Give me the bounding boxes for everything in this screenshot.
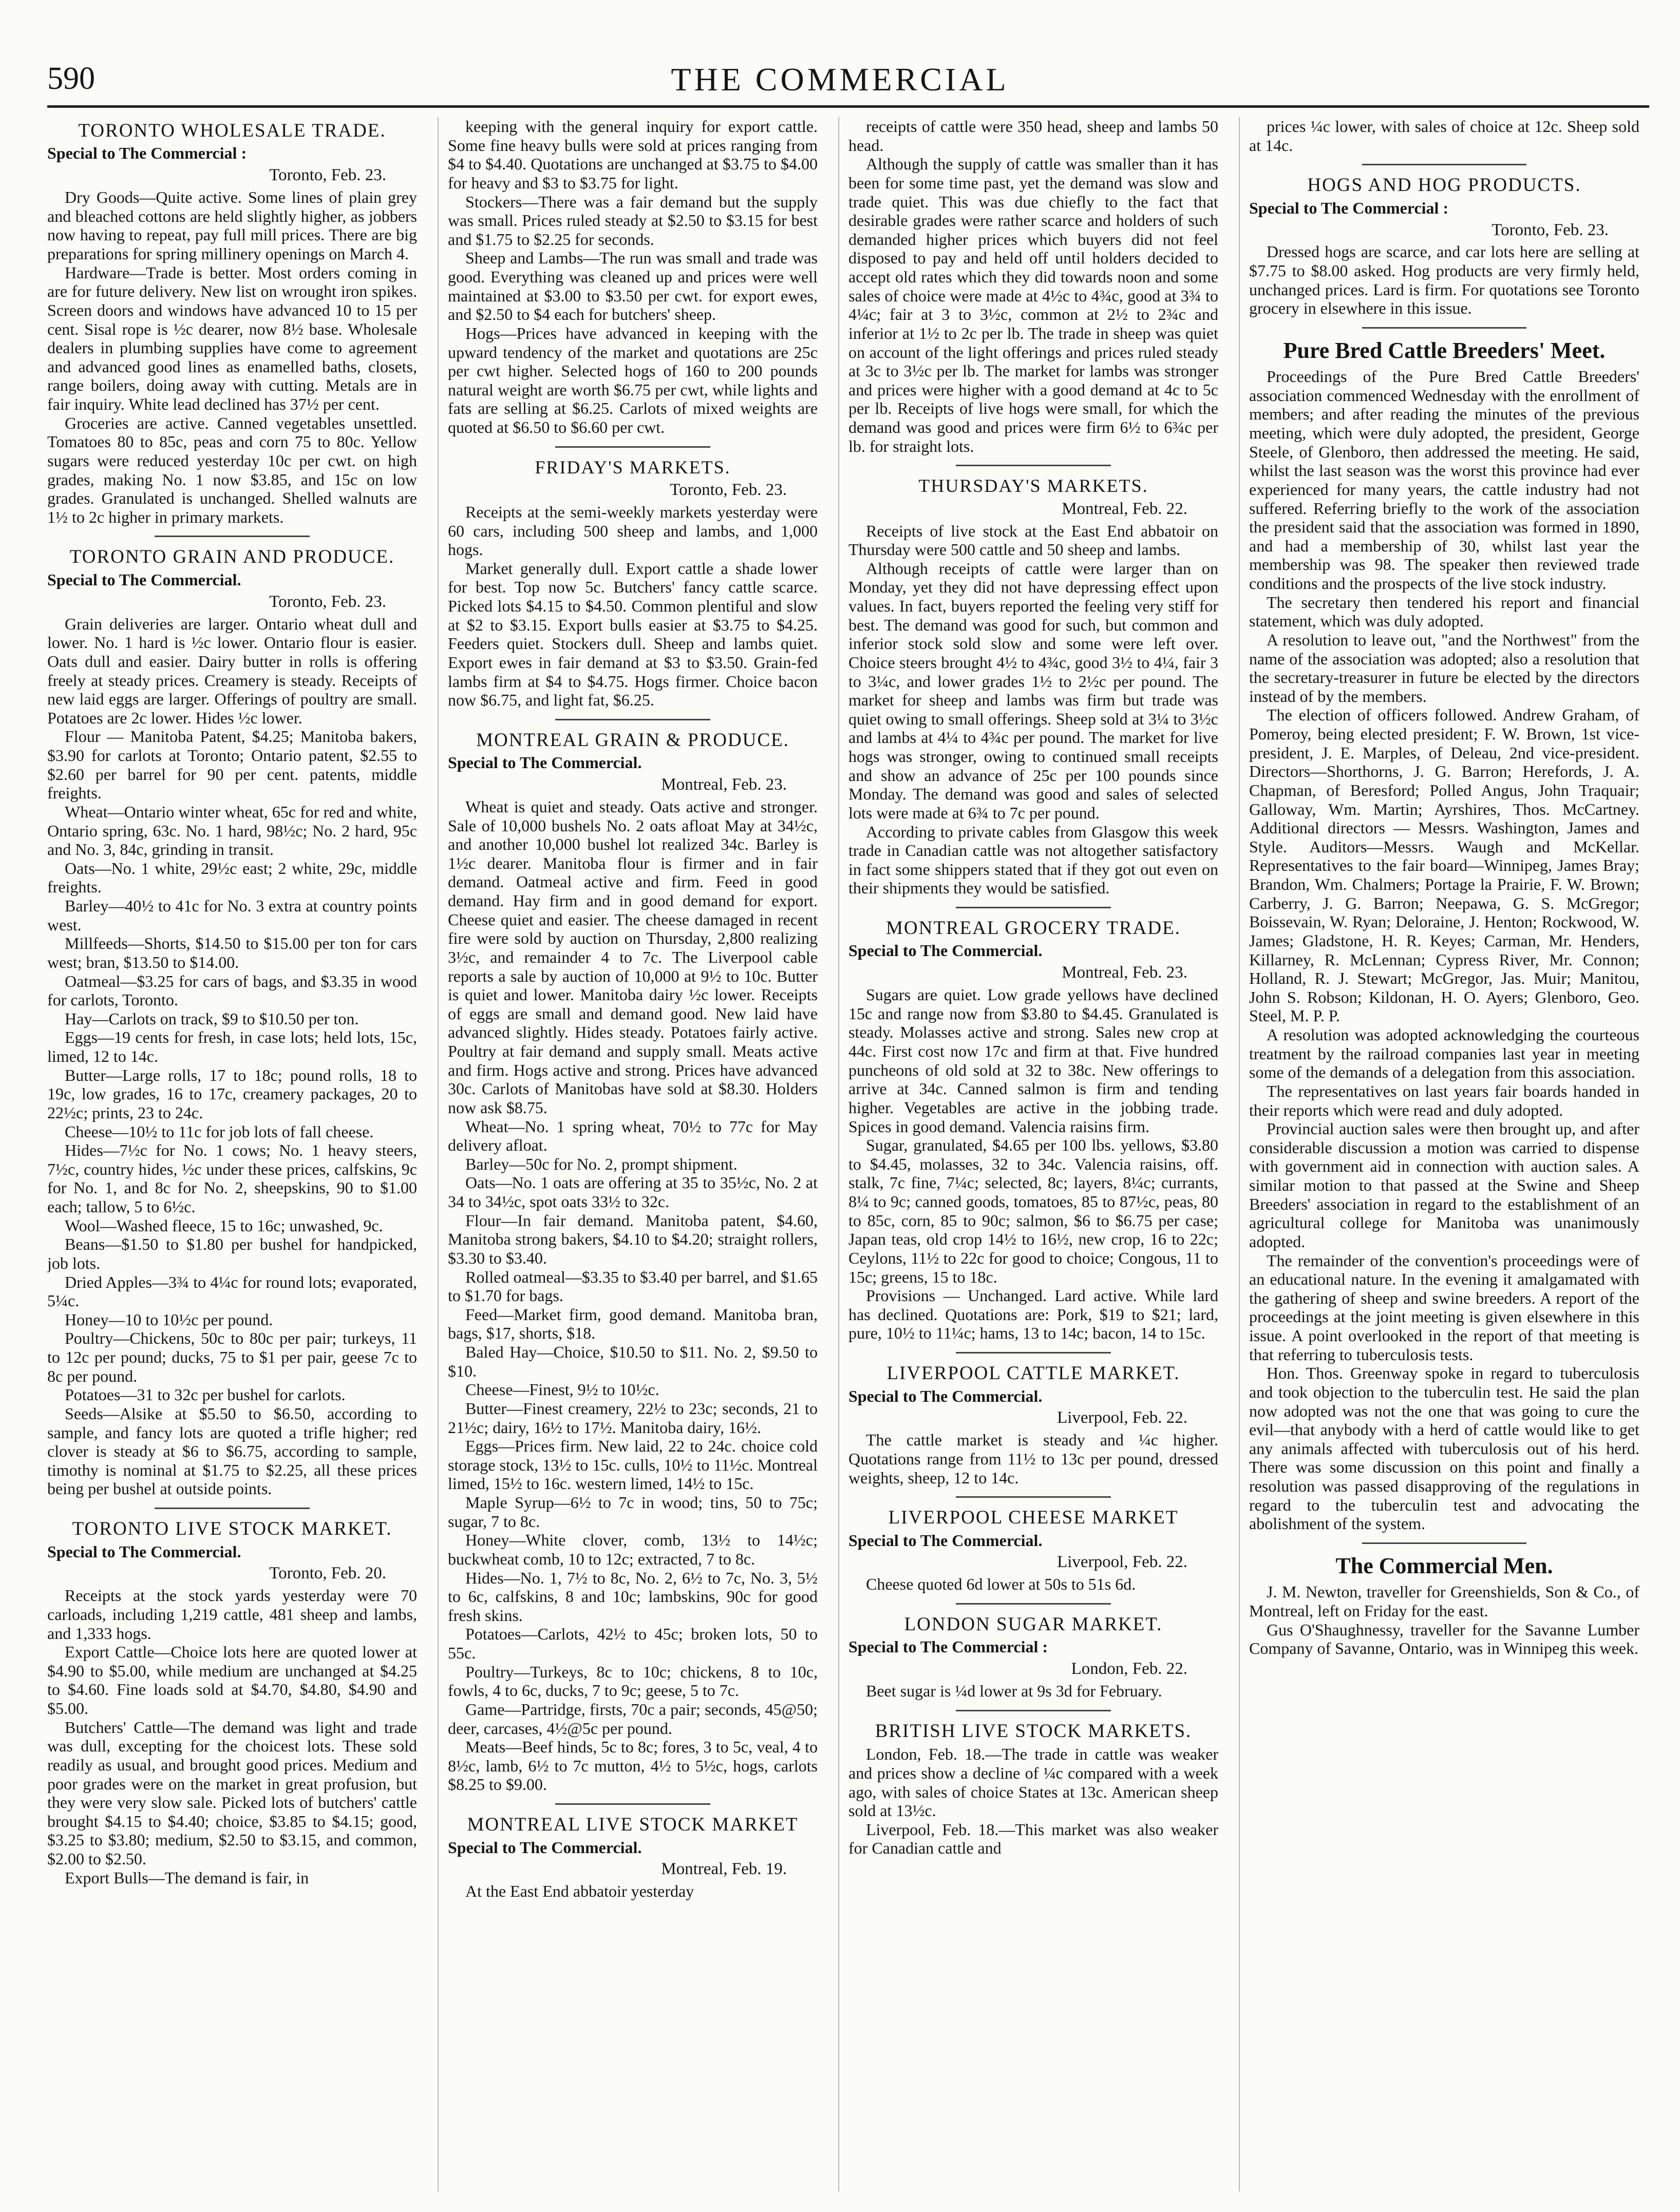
article	[47, 1518, 417, 1887]
article-separator-rule	[956, 1496, 1111, 1498]
paragraph: Sheep and Lambs—The run was small and trade was good. Everything was cleaned up and prices were well maintained at $3.00 to $3.50 per cwt. for export ewes, and $2.50 to $4 each for butchers' sheep.	[448, 249, 818, 324]
article-heading: MONTREAL GRAIN & PRODUCE.	[476, 729, 789, 751]
article-separator-rule	[155, 536, 310, 537]
article-separator-rule	[1362, 327, 1526, 329]
paragraph: Rolled oatmeal—$3.35 to $3.40 per barrel, and $1.65 to $1.70 for bags.	[448, 1267, 818, 1305]
paragraph: Potatoes—Carlots, 42½ to 45c; broken lots, 50 to 55c.	[448, 1625, 818, 1663]
paragraph: Grain deliveries are larger. Ontario wheat dull and lower. No. 1 hard is ½c lower. Ontario flour is easier. Oats dull and easier. Dairy butter in rolls is offering freely at steady prices. Creamery is steady. Receipts of new laid eggs are larger. Offerings of poultry are small. Potatoes are 2c lower. Hides ½c lower.	[47, 614, 417, 727]
article-separator-rule	[555, 719, 710, 720]
paragraph: Game—Partridge, firsts, 70c a pair; seconds, 45@50; deer, carcases, 4½@5c per pound.	[448, 1700, 818, 1738]
paragraph: A resolution to leave out, "and the Northwest" from the name of the association was adopted; also a resolution that the secretary-treasurer in future be elected by the directors instead of by the members.	[1249, 630, 1639, 705]
paragraph: According to private cables from Glasgow this week trade in Canadian cattle was not altogether satisfactory in fact some shippers stated that if they got out even on their shipments they would be satisfied.	[848, 822, 1218, 898]
dateline: Liverpool, Feb. 22.	[1057, 1553, 1187, 1572]
article-heading: TORONTO WHOLESALE TRADE.	[78, 120, 386, 141]
paragraph: Market generally dull. Export cattle a shade lower for best. Top now 5c. Butchers' fancy cattle scarce. Picked lots $4.15 to $4.50. Common plentiful and slow at $2 to $3.15. Export bulls easier at $3.75 to $4.25. Feeders quiet. Stockers dull. Sheep and lambs quiet. Export ewes in fair demand at $3 to $3.50. Grain-fed lambs firm at $4 to $4.75. Hogs firmer. Choice bacon now $6.75, and light fat, $6.25.	[448, 559, 818, 710]
paragraph: J. M. Newton, traveller for Greenshields, Son & Co., of Montreal, left on Friday for the east.	[1249, 1582, 1639, 1620]
paragraph: Feed—Market firm, good demand. Manitoba bran, bags, $17, shorts, $18.	[448, 1305, 818, 1343]
paragraph: Poultry—Chickens, 50c to 80c per pair; turkeys, 11 to 12c per pound; ducks, 75 to $1 per pair, geese 7c to 8c per pound.	[47, 1329, 417, 1385]
paragraph: Oats—No. 1 white, 29½c east; 2 white, 29c, middle freights.	[47, 859, 417, 897]
article	[448, 117, 818, 437]
article	[47, 546, 417, 1498]
paragraph: Honey—10 to 10½c per pound.	[65, 1310, 273, 1329]
article	[848, 475, 1218, 898]
paragraph: Butter—Finest creamery, 22½ to 23c; seconds, 21 to 21½c; dairy, 16½ to 17½. Manitoba dairy, 16½.	[448, 1399, 818, 1437]
paragraph: Baled Hay—Choice, $10.50 to $11. No. 2, $9.50 to $10.	[448, 1343, 818, 1380]
paragraph: Barley—40½ to 41c for No. 3 extra at country points west.	[47, 897, 417, 934]
special-line: Special to The Commercial.	[47, 570, 241, 589]
paragraph: Sugar, granulated, $4.65 per 100 lbs. yellows, $3.80 to $4.45, molasses, 32 to 34c. Valencia raisins, off. stalk, 7c fine, 7¼c; selected, 8c; layers, 8¼c; currants, 8¼ to 9c; canned goods, tomatoes, 85 to 87½c, peas, 80 to 85c, corn, 85 to 90c; salmon, $6 to $6.75 per case; Japan teas, old crop 14½ to 16½, new crop, 16 to 22c; Ceylons, 11½ to 22c for good to choice; Congous, 11 to 15c; greens, 15 to 18c.	[848, 1136, 1218, 1286]
article	[448, 457, 818, 710]
article	[1249, 1553, 1639, 1658]
paragraph: Hay—Carlots on track, $9 to $10.50 per ton.	[65, 1009, 359, 1028]
paragraph: Wool—Washed fleece, 15 to 16c; unwashed, 9c.	[65, 1216, 383, 1235]
paragraph: Beet sugar is ¼d lower at 9s 3d for February.	[866, 1682, 1162, 1701]
dateline: Toronto, Feb. 23.	[1492, 220, 1609, 239]
paragraph: Gus O'Shaughnessy, traveller for the Savanne Lumber Company of Savanne, Ontario, was in Winnipeg this week.	[1249, 1620, 1639, 1658]
paragraph: Receipts at the semi-weekly markets yesterday were 60 cars, including 500 sheep and lambs, and 1,000 hogs.	[448, 502, 818, 559]
article	[1249, 117, 1639, 155]
paragraph: Seeds—Alsike at $5.50 to $6.50, according to sample, and fancy lots are quoted a trifle higher; red clover is steady at $6 to $6.75, according to sample, timothy is nominal at $1.75 to $2.25, all these prices being per bushel at outside points.	[47, 1404, 417, 1498]
dateline: Toronto, Feb. 23.	[670, 480, 787, 499]
paragraph: Millfeeds—Shorts, $14.50 to $15.00 per ton for cars west; bran, $13.50 to $14.00.	[47, 934, 417, 971]
article-heading: LIVERPOOL CATTLE MARKET.	[886, 1363, 1180, 1384]
paragraph: keeping with the general inquiry for export cattle. Some fine heavy bulls were sold at prices ranging from $4 to $4.40. Quotations are unchanged at $3.75 to $4.00 for heavy and $3 to $3.75 for light.	[448, 117, 818, 192]
paragraph: London, Feb. 18.—The trade in cattle was weaker and prices show a decline of ¼c compared with a week ago, with sales of choice States at 13c. American sheep sold at 13½c.	[848, 1745, 1218, 1820]
paragraph: A resolution was adopted acknowledging the courteous treatment by the railroad companies last year in meeting some of the demands of a delegation from this association.	[1249, 1025, 1639, 1082]
paragraph: Poultry—Turkeys, 8c to 10c; chickens, 8 to 10c, fowls, 4 to 6c, ducks, 7 to 9c; geese, 5 to 7c.	[448, 1662, 818, 1700]
paragraph: Liverpool, Feb. 18.—This market was also weaker for Canadian cattle and	[848, 1820, 1218, 1858]
special-line: Special to The Commercial :	[47, 144, 247, 163]
paragraph: Wheat is quiet and steady. Oats active and stronger. Sale of 10,000 bushels No. 2 oats afloat May at 34½c, and another 10,000 bushel lot realized 34c. Barley is 1½c dearer. Manitoba flour is firmer and in fair demand. Oatmeal active and firm. Feed in good demand. Hay firm and in good demand for export. Cheese quiet and easier. The cheese damaged in recent fire were sold by auction on Thursday, 2,800 realizing 3½c, and remainder 4 to 7c. The Liverpool cable reports a sale by auction of 10,000 at 9½ to 10c. Butter is quiet and lower. Manitoba dairy ½c lower. Receipts of eggs are small and demand good. New laid have advanced slightly. Hides steady. Potatoes fairly active. Poultry at fair demand and supply small. Meats active and firm. Hogs active and strong. Prices have advanced 30c. Carlots of Manitobas have sold at $8.30. Holders now ask $8.75.	[448, 797, 818, 1117]
paragraph: receipts of cattle were 350 head, sheep and lambs 50 head.	[848, 117, 1218, 155]
special-line: Special to The Commercial :	[1249, 198, 1449, 217]
paragraph: Barley—50c for No. 2, prompt shipment.	[465, 1154, 738, 1173]
article	[47, 120, 417, 526]
paragraph: Dressed hogs are scarce, and car lots here are selling at $7.75 to $8.00 asked. Hog products are very firmly held, unchanged prices. Lard is firm. For quotations see Toronto grocery in elsewhere in this issue.	[1249, 242, 1639, 318]
paragraph: Although receipts of cattle were larger than on Monday, yet they did not have depressing effect upon values. In fact, buyers reported the feeling very stiff for best. The demand was good for such, but common and inferior stock sold slow and some were left over. Choice steers brought 4½ to 4¾c, good 3½ to 4¼, fair 3 to 3¼c, and lower grades 1½ to 2½c per pound. The market for sheep and lambs was firm but trade was quiet owing to small offerings. Sheep sold at 3¼ to 3½c and lambs at 4¼ to 4¾c per pound. The market for live hogs was stronger, owing to continued small receipts and show an advance of 25c per 100 pounds since Monday. The demand was good and sales of selected lots were made at 6¾ to 7c per pound.	[848, 559, 1218, 822]
paragraph: The secretary then tendered his report and financial statement, which was duly adopted.	[1249, 593, 1639, 631]
article	[848, 1507, 1218, 1594]
paragraph: Dried Apples—3¾ to 4¼c for round lots; evaporated, 5¼c.	[47, 1272, 417, 1310]
paragraph: Export Bulls—The demand is fair, in	[65, 1868, 309, 1887]
article-heading: BRITISH LIVE STOCK MARKETS.	[875, 1720, 1192, 1742]
article-heading: MONTREAL GROCERY TRADE.	[886, 918, 1181, 939]
paragraph: Butchers' Cattle—The demand was light and trade was dull, excepting for the choicest lots. These sold readily as usual, and brought good prices. Medium and poor grades were on the market in great profusion, but they were very slow sale. Picked lots of butchers' cattle brought $4.15 to $4.40; choice, $3.85 to $4.15; good, $3.25 to $3.80; medium, $2.50 to $3.15, and common, $2.00 to $2.50.	[47, 1718, 417, 1868]
paragraph: Oatmeal—$3.25 for cars of bags, and $3.35 in wood for carlots, Toronto.	[47, 971, 417, 1009]
article	[448, 730, 818, 1794]
paragraph: Flour—In fair demand. Manitoba patent, $4.60, Manitoba strong bakers, $4.10 to $4.20; straight rollers, $3.30 to $3.40.	[448, 1211, 818, 1267]
paragraph: Cheese—10½ to 11c for job lots of fall cheese.	[65, 1122, 374, 1141]
paragraph: Wheat—No. 1 spring wheat, 70½ to 77c for May delivery afloat.	[448, 1117, 818, 1155]
article	[1249, 338, 1639, 1533]
paragraph: Oats—No. 1 oats are offering at 35 to 35½c, No. 2 at 34 to 34½c, spot oats 33½ to 32c.	[448, 1173, 818, 1211]
paragraph: The cattle market is steady and ¼c higher. Quotations range from 11½ to 13c per pound, dressed weights, sheep, 12 to 14c.	[848, 1431, 1218, 1487]
article-subheading: FRIDAY'S MARKETS.	[535, 456, 731, 478]
paragraph: Cheese—Finest, 9½ to 10½c.	[465, 1380, 659, 1399]
special-line: Special to The Commercial.	[848, 1531, 1043, 1550]
article	[848, 1614, 1218, 1701]
masthead-rule	[47, 105, 1649, 108]
paragraph: Hon. Thos. Greenway spoke in regard to tuberculosis and took objection to the tuberculin test. He said the plan now adopted was not the one that was going to cure the evil—that anybody with a herd of cattle would like to get any animals affected with tuberculosis out of his herd. There was some discussion on this point and finally a resolution was passed disapproving of the regulations in regard to the tuberculin test and advocating the abolishment of the system.	[1249, 1364, 1639, 1533]
paragraph: Hardware—Trade is better. Most orders coming in are for future delivery. New list on wrought iron spikes. Screen doors and windows have advanced 10 to 15 per cent. Sisal rope is ½c dearer, now 8½ base. Wholesale dealers in plumbing supplies have come to agreement and advanced good lines as enamelled baths, closets, range boilers, doing away with cutting. Metals are in fair inquiry. White lead declined has 37½ per cent.	[47, 263, 417, 414]
masthead-title: THE COMMERCIAL	[671, 61, 1009, 98]
dateline: Toronto, Feb. 23.	[269, 592, 386, 611]
article-separator-rule	[555, 1803, 710, 1805]
paragraph: Beans—$1.50 to $1.80 per bushel for handpicked, job lots.	[47, 1235, 417, 1272]
special-line: Special to The Commercial.	[448, 1838, 642, 1857]
article-separator-rule	[1362, 164, 1526, 165]
paragraph: Dry Goods—Quite active. Some lines of plain grey and bleached cottons are held slightly higher, as jobbers now having to repeat, pay full mill prices. There are big preparations for spring millinery openings on March 4.	[47, 188, 417, 263]
article	[848, 1721, 1218, 1858]
dateline: Liverpool, Feb. 22.	[1057, 1408, 1187, 1427]
article-separator-rule	[555, 446, 710, 448]
paragraph: Provisions — Unchanged. Lard active. While lard has declined. Quotations are: Pork, $19 to $21; lard, pure, 10½ to 11¼c; hams, 13 to 14c; bacon, 14 to 15c.	[848, 1286, 1218, 1343]
article-heading: MONTREAL LIVE STOCK MARKET	[467, 1814, 799, 1836]
article	[1249, 175, 1639, 318]
paragraph: Meats—Beef hinds, 5c to 8c; fores, 3 to 5c, veal, 4 to 8½c, lamb, 6½ to 7c mutton, 4½ to 5½c, hogs, carlots $8.25 to $9.00.	[448, 1738, 818, 1794]
column-1	[47, 117, 417, 2197]
special-line: Special to The Commercial :	[848, 1637, 1048, 1656]
dateline: London, Feb. 22.	[1071, 1660, 1187, 1679]
article-heading: HOGS AND HOG PRODUCTS.	[1307, 175, 1581, 196]
paragraph: The remainder of the convention's proceedings were of an educational nature. In the evening it amalgamated with the gathering of sheep and swine breeders. A report of the proceedings at the joint meeting is given elsewhere in this issue. A point overlooked in the report of that meeting is that referring to tuberculosis tests.	[1249, 1251, 1639, 1364]
dateline: Toronto, Feb. 23.	[269, 166, 386, 185]
paragraph: Cheese quoted 6d lower at 50s to 51s 6d.	[866, 1575, 1136, 1594]
paragraph: Proceedings of the Pure Bred Cattle Breeders' association commenced Wednesday with the enrollment of members; and after reading the minutes of the previous meeting, which were duly adopted, the president, George Steele, of Glenboro, then addressed the meeting. He said, whilst the last season was the worst this province had ever experienced for many years, the cattle industry had not suffered. Referring briefly to the work of the association the president said that the association was formed in 1890, and had a membership of 30, whilst last year the membership was 98. The speaker then reviewed trade conditions and the prospects of the live stock industry.	[1249, 367, 1639, 593]
paragraph: Eggs—Prices firm. New laid, 22 to 24c. choice cold storage stock, 13½ to 15c. culls, 10½ to 11½c. Montreal limed, 15½ to 16c. western limed, 14½ to 15c.	[448, 1437, 818, 1493]
special-line: Special to The Commercial.	[848, 1386, 1043, 1405]
article-separator-rule	[956, 1603, 1111, 1605]
paragraph: Eggs—19 cents for fresh, in case lots; held lots, 15c, limed, 12 to 14c.	[47, 1028, 417, 1066]
paragraph: The election of officers followed. Andrew Graham, of Pomeroy, being elected president; F. W. Brown, 1st vice-president, J. E. Marples, of Deleau, 2nd vice-president. Directors—Shorthorns, J. G. Barron; Herefords, J. A. Chapman, of Beresford; Polled Angus, John Traquair; Galloway, Wm. Martin; Ayrshires, Thos. McCartney. Additional directors — Messrs. Washington, James and Style. Auditors—Messrs. Waugh and McKellar. Representatives to the fair board—Winnipeg, James Bray; Brandon, Wm. Chalmers; Portage la Prairie, F. W. Brown; Carberry, J. G. Barron; Neepawa, G. S. McGregor; Boissevain, W. Ryan; Deloraine, J. Henton; Rockwood, W. James; Gladstone, H. R. Keyes; Carman, Mr. Henders, Killarney, R. McLennan; Cypress River, Mr. Connon; Holland, R. J. Stewart; McGregor, Jas. Muir; Manitou, John S. Robson; Kildonan, H. O. Ayers; Glenboro, Geo. Steel, M. P. P.	[1249, 705, 1639, 1025]
paragraph: The representatives on last years fair boards handed in their reports which were read and duly adopted.	[1249, 1081, 1639, 1119]
paragraph: Maple Syrup—6½ to 7c in wood; tins, 50 to 75c; sugar, 7 to 8c.	[448, 1493, 818, 1531]
article-separator-rule	[1362, 1542, 1526, 1544]
article-heading: LIVERPOOL CHEESE MARKET	[888, 1507, 1179, 1529]
column-4	[1249, 117, 1639, 2197]
column-2	[448, 117, 818, 2197]
paragraph: Stockers—There was a fair demand but the supply was small. Prices ruled steady at $2.50 to $3.15 for best and $1.75 to $2.25 for seconds.	[448, 192, 818, 249]
special-line: Special to The Commercial.	[47, 1542, 241, 1561]
paragraph: Honey—White clover, comb, 13½ to 14½c; buckwheat comb, 10 to 12c; extracted, 7 to 8c.	[448, 1531, 818, 1568]
paragraph: Groceries are active. Canned vegetables unsettled. Tomatoes 80 to 85c, peas and corn 75 to 80c. Yellow sugars were reduced yesterday 10c per cwt. on high grades, making No. 1 now $3.85, and 15c on low grades. Granulated is unchanged. Shelled walnuts are 1½ to 2c higher in primary markets.	[47, 413, 417, 526]
paragraph: Sugars are quiet. Low grade yellows have declined 15c and range now from $3.80 to $4.45. Granulated is steady. Molasses active and strong. Sales new crop at 44c. First cost now 17c and firm at that. Five hundred puncheons of old sold at 32 to 38c. New offerings to arrive at 34c. Canned salmon is firm and tending higher. Vegetables are active in the jobbing trade. Spices in good demand. Valencia raisins firm.	[848, 985, 1218, 1136]
article-headline: The Commercial Men.	[1335, 1553, 1553, 1578]
article	[848, 918, 1218, 1343]
column-separator	[438, 117, 439, 2191]
dateline: Montreal, Feb. 22.	[1062, 499, 1187, 518]
article-heading: TORONTO GRAIN AND PRODUCE.	[69, 546, 395, 568]
paragraph: Potatoes—31 to 32c per bushel for carlots.	[65, 1385, 346, 1404]
column-separator	[838, 117, 839, 2191]
paragraph: Provincial auction sales were then brought up, and after considerable discussion a motion was carried to dispense with government aid in connection with auction sales. A similar motion to that passed at the Swine and Sheep Breeders' association in regard to the establishment of an agricultural college for Manitoba was unanimously adopted.	[1249, 1119, 1639, 1251]
article	[448, 1814, 818, 1901]
article	[848, 1363, 1218, 1487]
article-subheading: THURSDAY'S MARKETS.	[918, 475, 1148, 497]
dateline: Montreal, Feb. 23.	[661, 775, 787, 794]
paragraph: prices ¼c lower, with sales of choice at 12c. Sheep sold at 14c.	[1249, 117, 1639, 155]
paragraph: Although the supply of cattle was smaller than it has been for some time past, yet the demand was slow and trade quiet. This was due chiefly to the fact that desirable grades were rather scarce and holders of such demanded higher prices which buyers did not feel disposed to pay and held off until holders decided to accept old rates which they did towards noon and some sales of choice were made at 4½c to 4¾c, good at 3¾ to 4¼c; fair at 3 to 3½c, common at 2½ to 2¾c and inferior at 1½ to 2c per lb. The trade in sheep was quiet on account of the light offerings and prices ruled steady at 3c to 3½c per lb. The market for lambs was stronger and prices were higher with a good demand at 4c to 5c per lb. Receipts of live hogs were small, for which the demand was good and prices were firm 6½ to 6¾c per lb. for straight lots.	[848, 155, 1218, 455]
article-separator-rule	[956, 465, 1111, 466]
page-number: 590	[47, 61, 95, 96]
column-3	[848, 117, 1218, 2197]
paragraph: Hides—No. 1, 7½ to 8c, No. 2, 6½ to 7c, No. 3, 5½ to 6c, calfskins, 8 and 10c; lambskins, 90c for good fresh skins.	[448, 1568, 818, 1625]
paragraph: Flour — Manitoba Patent, $4.25; Manitoba bakers, $3.90 for carlots at Toronto; Ontario patent, $2.55 to $2.60 per barrel for 90 per cent. patents, middle freights.	[47, 727, 417, 803]
dateline: Montreal, Feb. 19.	[661, 1860, 787, 1879]
article-separator-rule	[956, 1352, 1111, 1353]
special-line: Special to The Commercial.	[448, 753, 642, 772]
paragraph: Butter—Large rolls, 17 to 18c; pound rolls, 18 to 19c, low grades, 16 to 17c, creamery packages, 20 to 22½c; prints, 23 to 24c.	[47, 1065, 417, 1122]
column-separator	[1239, 117, 1240, 2191]
paragraph: Hogs—Prices have advanced in keeping with the upward tendency of the market and quotations are 25c per cwt higher. Selected hogs of 160 to 200 pounds natural weight are worth $6.75 per cwt, while lights and fats are selling at $6.25. Carlots of mixed weights are quoted at $6.50 to $6.60 per cwt.	[448, 323, 818, 436]
paragraph: Receipts at the stock yards yesterday were 70 carloads, including 1,219 cattle, 481 sheep and lambs, and 1,333 hogs.	[47, 1586, 417, 1643]
paragraph: Receipts of live stock at the East End abbatoir on Thursday were 500 cattle and 50 sheep and lambs.	[848, 521, 1218, 559]
paragraph: Hides—7½c for No. 1 cows; No. 1 heavy steers, 7½c, country hides, ½c under these prices, calfskins, 9c for No. 1, and 8c for No. 2, sheepskins, 90 to $1.00 each; tallow, 5 to 6½c.	[47, 1141, 417, 1216]
article-separator-rule	[956, 1710, 1111, 1711]
dateline: Toronto, Feb. 20.	[269, 1564, 386, 1583]
paragraph: Wheat—Ontario winter wheat, 65c for red and white, Ontario spring, 63c. No. 1 hard, 98½c; No. 2 hard, 95c and No. 3, 84c, grinding in transit.	[47, 802, 417, 859]
article	[848, 117, 1218, 455]
dateline: Montreal, Feb. 23.	[1062, 963, 1187, 982]
paragraph: Export Cattle—Choice lots here are quoted lower at $4.90 to $5.00, while medium are unchanged at $4.25 to $4.60. Fine loads sold at $4.70, $4.80, $4.90 and $5.00.	[47, 1643, 417, 1718]
article-headline: Pure Bred Cattle Breeders' Meet.	[1283, 337, 1606, 363]
article-separator-rule	[956, 907, 1111, 908]
special-line: Special to The Commercial.	[848, 941, 1043, 960]
article-separator-rule	[155, 1508, 310, 1509]
article-heading: LONDON SUGAR MARKET.	[904, 1614, 1163, 1635]
article-heading: TORONTO LIVE STOCK MARKET.	[72, 1518, 392, 1540]
paragraph: At the East End abbatoir yesterday	[465, 1882, 694, 1901]
